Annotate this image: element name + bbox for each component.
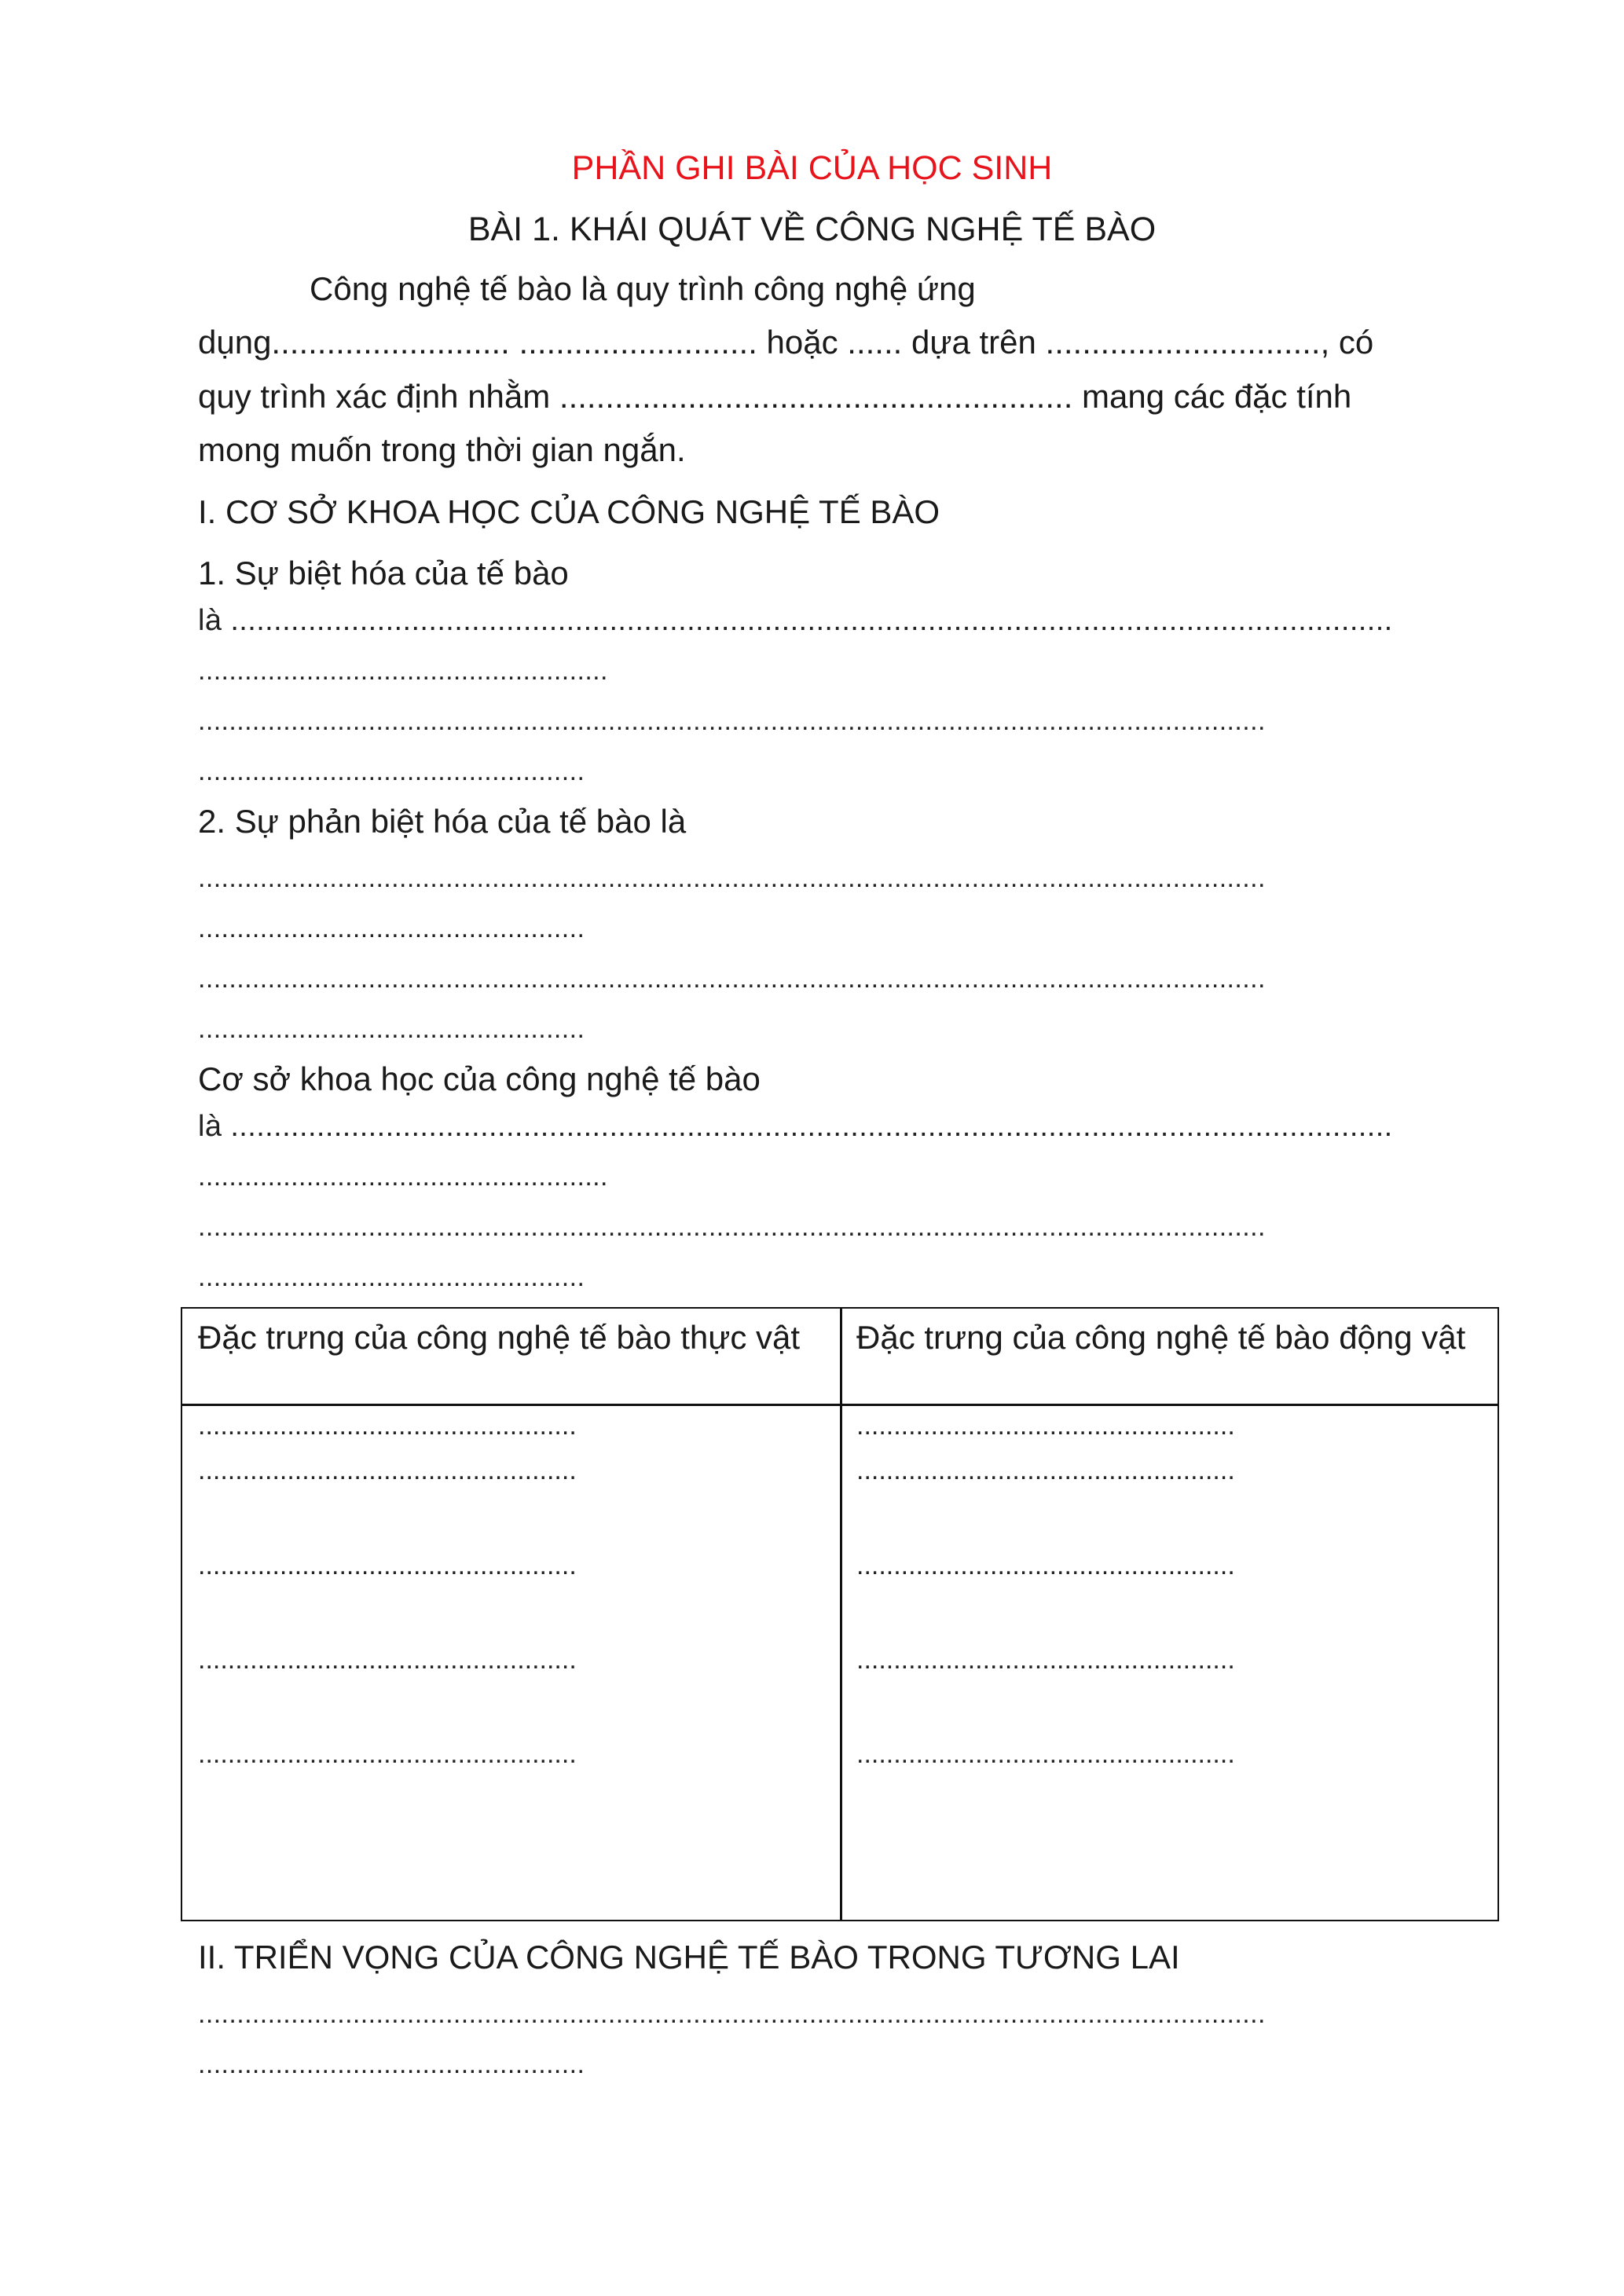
answer-line: là ....................................................................................................................................... xyxy=(198,1110,1393,1143)
table-cell-animal: ................................................... xyxy=(856,1411,1235,1441)
intro-line-4: mong muốn trong thời gian ngắn. xyxy=(198,431,686,468)
answer-line: .................................................. xyxy=(198,1014,585,1044)
answer-line: .......................................................................................................................................... xyxy=(198,706,1266,736)
subsection-2-heading-text: 2. Sự phản biệt hóa của tế bào xyxy=(198,803,651,840)
table-column-divider xyxy=(840,1309,842,1920)
table-cell-plant: ................................................... xyxy=(198,1645,577,1675)
intro-line-2: dụng.......................... .......................... hoặc ...... dựa trên .............................., có xyxy=(198,324,1374,361)
answer-line: ..................................................... xyxy=(198,1162,608,1192)
answer-line: .................................................. xyxy=(198,914,585,943)
intro-line-3: quy trình xác định nhằm ........................................................ mang các đặc tính xyxy=(198,378,1352,415)
table-cell-plant: ................................................... xyxy=(198,1411,577,1441)
section-title: PHẦN GHI BÀI CỦA HỌC SINH xyxy=(571,149,1053,187)
answer-line: .................................................. xyxy=(198,2049,585,2079)
answer-line: .......................................................................................................................................... xyxy=(198,1999,1266,2029)
table-header-plant: Đặc trưng của công nghệ tế bào thực vật xyxy=(198,1319,801,1356)
table-header-animal: Đặc trưng của công nghệ tế bào động vật xyxy=(856,1319,1466,1356)
answer-line: .......................................................................................................................................... xyxy=(198,964,1266,994)
section-2-heading: II. TRIỂN VỌNG CỦA CÔNG NGHỆ TẾ BÀO TRONG TƯƠNG LAI xyxy=(198,1939,1180,1976)
table-cell-plant: ................................................... xyxy=(198,1551,577,1580)
answer-line: .................................................. xyxy=(198,1262,585,1292)
subsection-1-heading: 1. Sự biệt hóa của tế bào xyxy=(198,555,569,591)
answer-line: .......................................................................................................................................... xyxy=(198,1212,1266,1242)
section-1-heading: I. CƠ SỞ KHOA HỌC CỦA CÔNG NGHỆ TẾ BÀO xyxy=(198,493,940,530)
answer-line: .......................................................................................................................................... xyxy=(198,863,1266,893)
answer-line: là ....................................................................................................................................... xyxy=(198,604,1393,637)
subsection-2-heading-suffix: là xyxy=(651,803,687,840)
table-cell-plant: ................................................... xyxy=(198,1456,577,1485)
subsection-2-heading xyxy=(198,800,686,844)
table-header-divider xyxy=(182,1404,1498,1406)
answer-line: ..................................................... xyxy=(198,656,608,686)
characteristics-table xyxy=(181,1307,1499,1921)
lesson-title: BÀI 1. KHÁI QUÁT VỀ CÔNG NGHỆ TẾ BÀO xyxy=(467,211,1157,248)
subsection-3-heading: Cơ sở khoa học của công nghệ tế bào xyxy=(198,1060,761,1097)
table-cell-animal: ................................................... xyxy=(856,1645,1235,1675)
answer-line: .................................................. xyxy=(198,756,585,786)
table-cell-animal: ................................................... xyxy=(856,1456,1235,1485)
intro-line-1: Công nghệ tế bào là quy trình công nghệ ứng xyxy=(310,270,976,307)
table-cell-animal: ................................................... xyxy=(856,1551,1235,1580)
table-cell-plant: ................................................... xyxy=(198,1739,577,1769)
table-cell-animal: ................................................... xyxy=(856,1739,1235,1769)
